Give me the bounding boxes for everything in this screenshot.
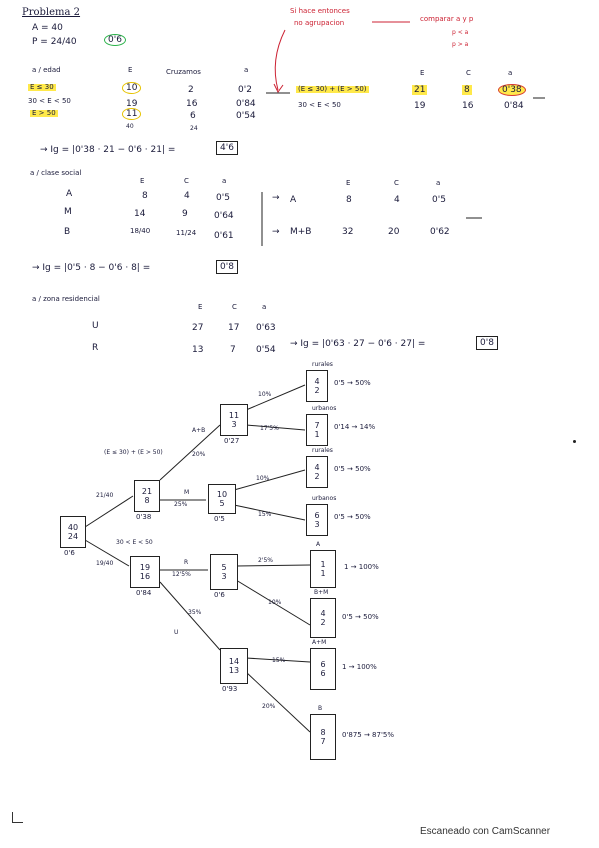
tree-n1b-node [208, 484, 236, 514]
edad-row2-e: 19 [126, 99, 138, 109]
zona-row2-e: 13 [192, 345, 204, 355]
tree-leaf-result: 0'14 → 14% [334, 423, 376, 431]
zona-heading: a / zona residencial [32, 295, 100, 303]
clase-ig-value: 0'8 [216, 260, 238, 274]
edad-row1-label: E ≤ 30 [30, 83, 54, 91]
zona-row1-label: U [92, 321, 99, 331]
tree-n2a-node [210, 554, 238, 590]
tree-leaf-result: 1 → 100% [344, 563, 379, 571]
clase-row3-frac-e: 18/40 [130, 227, 151, 235]
clase-heading: a / clase social [30, 169, 82, 177]
edad-grouped-e1: 21 [414, 85, 426, 95]
tree-leaf-pct: 17'5% [260, 425, 279, 432]
zona-row2-c: 7 [230, 345, 236, 355]
edad-col-c: Cruzamos [166, 68, 201, 76]
tree-n2b-top: 14 [228, 656, 240, 666]
tree-leaf-pct: 15% [258, 511, 272, 518]
clase-grouped-col-e: E [346, 179, 351, 187]
tree-n2-rate: 0'84 [136, 589, 152, 597]
edad-sum-c: 24 [190, 125, 198, 132]
edad-grouped-a1: 0'38 [498, 84, 526, 96]
tree-n2b-pct: 35% [188, 609, 202, 616]
clase-row3-frac-c: 11/24 [176, 229, 197, 237]
clase-grouped-row2-c: 20 [388, 227, 400, 237]
edad-grouped-c1: 8 [464, 85, 470, 95]
scan-corner-mark [12, 812, 23, 823]
tree-leaf-name: rurales [312, 361, 333, 368]
clase-row1-a: 0'5 [216, 193, 230, 203]
tree-root-rate: 0'6 [64, 549, 75, 557]
tree-n1b-rate: 0'5 [214, 515, 225, 523]
tree-leaf-bottom: 7 [320, 737, 326, 746]
clase-col-a: a [222, 177, 227, 185]
clase-row2-e: 14 [134, 209, 146, 219]
zona-ig-formula: → Ig = |0'63 · 27 − 0'6 · 27| = [290, 339, 426, 349]
zona-row2-label: R [92, 343, 99, 353]
tree-n2-node [130, 556, 160, 588]
edad-grouped-c2: 16 [462, 101, 474, 111]
tree-leaf-pct: 15% [272, 657, 286, 664]
clase-row1-e: 8 [142, 191, 148, 201]
clase-col-e: E [140, 177, 145, 185]
edad-col-a: a [244, 66, 249, 74]
tree-leaf-top: 4 [314, 462, 320, 472]
tree-n1-node [134, 480, 160, 512]
tree-n2b-edge: U [174, 629, 179, 636]
proportion-p: P = 24/40 [32, 37, 77, 47]
tree-leaf-pct: 10% [258, 391, 272, 398]
clase-row3-label: B [64, 227, 71, 237]
clase-arrow-a: → [272, 193, 280, 203]
tree-leaf-top: 1 [320, 559, 326, 569]
clase-grouped-row2-a: 0'62 [430, 227, 450, 237]
tree-leaf-top: 6 [320, 659, 326, 669]
tree-leaf-name: A [316, 541, 321, 548]
tree-leaf-bottom: 2 [320, 618, 326, 627]
clase-grouped-col-a: a [436, 179, 441, 187]
tree-n2-title: 30 < E < 50 [116, 539, 153, 546]
note-line2: no agrupacion [294, 19, 345, 27]
tree-leaf-result: 0'5 → 50% [334, 465, 371, 473]
tree-leaf-top: 4 [314, 376, 320, 386]
edad-row3-label: E > 50 [32, 109, 56, 117]
clase-row2-label: M [64, 207, 72, 217]
p-value: 0'6 [104, 34, 126, 46]
tree-leaf-result: 0'5 → 50% [342, 613, 379, 621]
tree-leaf-node [310, 714, 336, 760]
tree-leaf-pct: 10% [256, 475, 270, 482]
tree-n1a-bottom: 3 [231, 420, 237, 429]
tree-root-top: 40 [67, 522, 79, 532]
zona-row1-e: 27 [192, 323, 204, 333]
edad-ig-value: 4'6 [216, 141, 238, 155]
tree-n1-title: (E ≤ 30) + (E > 50) [104, 449, 163, 456]
zona-row1-c: 17 [228, 323, 240, 333]
zona-col-c: C [232, 303, 237, 311]
edad-row1-e: 10 [122, 82, 141, 94]
problem-title: Problema 2 [22, 7, 81, 18]
edad-sum-e: 40 [126, 123, 134, 130]
tree-leaf-name: B+M [314, 589, 329, 596]
edad-grouped-e2: 19 [414, 101, 426, 111]
edad-row3-a: 0'54 [236, 111, 256, 121]
edad-row1-c: 2 [188, 85, 194, 95]
edad-row1-a: 0'2 [238, 85, 252, 95]
tree-n2a-top: 5 [221, 562, 227, 572]
tree-n1b-pct: 25% [174, 501, 188, 508]
tree-leaf-name: urbanos [312, 405, 337, 412]
edad-ig-formula: → Ig = |0'38 · 21 − 0'6 · 21| = [40, 145, 176, 155]
tree-leaf-bottom: 1 [320, 569, 326, 578]
edad-row3-c: 6 [190, 111, 196, 121]
tree-leaf-bottom: 2 [314, 472, 320, 481]
tree-leaf-result: 0'5 → 50% [334, 513, 371, 521]
tree-leaf-bottom: 3 [314, 520, 320, 529]
edad-row3-e: 11 [122, 108, 141, 120]
tree-leaf-node [310, 598, 336, 638]
clase-grouped-row1-a: 0'5 [432, 195, 446, 205]
edad-col-e: E [128, 66, 133, 74]
clase-grouped-row2-e: 32 [342, 227, 354, 237]
tree-leaf-pct: 10% [268, 599, 282, 606]
tree-leaf-node [310, 550, 336, 588]
tree-leaf-node [306, 456, 328, 488]
zona-col-a: a [262, 303, 267, 311]
clase-grouped-row2-label: M+B [290, 227, 312, 237]
edad-grouped-row2-label: 30 < E < 50 [298, 101, 341, 109]
edad-grouped-col-a: a [508, 69, 513, 77]
tree-n1-top: 21 [141, 486, 153, 496]
tree-leaf-name: A+M [312, 639, 327, 646]
clase-grouped-col-c: C [394, 179, 399, 187]
tree-leaf-pct: 20% [262, 703, 276, 710]
tree-leaf-result: 1 → 100% [342, 663, 377, 671]
clase-row1-label: A [66, 189, 73, 199]
tree-n1b-edge: M [184, 489, 190, 496]
zona-row1-a: 0'63 [256, 323, 276, 333]
ink-dot [573, 440, 576, 443]
edad-row2-c: 16 [186, 99, 198, 109]
tree-leaf-name: rurales [312, 447, 333, 454]
tree-n1a-top: 11 [228, 410, 240, 420]
note-compare: comparar a y p [420, 15, 474, 23]
tree-leaf-result: 0'5 → 50% [334, 379, 371, 387]
tree-n2-bottom: 16 [139, 572, 151, 581]
tree-leaf-bottom: 1 [314, 430, 320, 439]
tree-leaf-name: urbanos [312, 495, 337, 502]
tree-leaf-pct: 2'5% [258, 557, 273, 564]
zona-ig-value: 0'8 [476, 336, 498, 350]
tree-n1b-bottom: 5 [219, 499, 225, 508]
note-sub2: p > a [452, 41, 469, 48]
tree-leaf-top: 8 [320, 727, 326, 737]
tree-leaf-top: 7 [314, 420, 320, 430]
edad-grouped-col-c: C [466, 69, 471, 77]
clase-grouped-row1-c: 4 [394, 195, 400, 205]
edad-heading: a / edad [32, 66, 61, 74]
tree-leaf-node [306, 504, 328, 536]
tree-root-node [60, 516, 86, 548]
tree-leaf-result: 0'875 → 87'5% [342, 731, 394, 739]
tree-n1a-edge: A+B [192, 427, 206, 434]
zona-col-e: E [198, 303, 203, 311]
clase-row2-a: 0'64 [214, 211, 234, 221]
clase-row1-c: 4 [184, 191, 190, 201]
edad-row2-a: 0'84 [236, 99, 256, 109]
tree-n1-rate: 0'38 [136, 513, 152, 521]
edad-row2-label: 30 < E < 50 [28, 97, 71, 105]
tree-leaf-top: 6 [314, 510, 320, 520]
tree-root-bottom: 24 [67, 532, 79, 541]
tree-leaf-name: B [318, 705, 323, 712]
scanner-footer: Escaneado con CamScanner [420, 826, 551, 837]
tree-leaf-node [306, 370, 328, 402]
tree-n2b-rate: 0'93 [222, 685, 238, 693]
tree-n2-top: 19 [139, 562, 151, 572]
tree-leaf-bottom: 6 [320, 669, 326, 678]
tree-n1a-pct: 20% [192, 451, 206, 458]
tree-n1a-rate: 0'27 [224, 437, 240, 445]
edad-grouped-col-e: E [420, 69, 425, 77]
zona-row2-a: 0'54 [256, 345, 276, 355]
note-sub1: p < a [452, 29, 469, 36]
tree-leaf-node [306, 414, 328, 446]
tree-n2a-pct: 12'5% [172, 571, 191, 578]
tree-leaf-node [310, 648, 336, 690]
clase-arrow-mb: → [272, 227, 280, 237]
edad-grouped-label: (E ≤ 30) + (E > 50) [298, 85, 367, 93]
tree-n2a-rate: 0'6 [214, 591, 225, 599]
tree-n1-bottom: 8 [144, 496, 150, 505]
tree-branch-left-bottom: 19/40 [96, 560, 114, 567]
clase-col-c: C [184, 177, 189, 185]
tree-n1b-top: 10 [216, 489, 228, 499]
tree-branch-left-top: 21/40 [96, 492, 114, 499]
tree-leaf-bottom: 2 [314, 386, 320, 395]
edad-grouped-a2: 0'84 [504, 101, 524, 111]
tree-n2b-bottom: 13 [228, 666, 240, 675]
clase-row2-c: 9 [182, 209, 188, 219]
tree-n2a-bottom: 3 [221, 572, 227, 581]
clase-grouped-row1-label: A [290, 195, 297, 205]
tree-n1a-node [220, 404, 248, 436]
tree-leaf-top: 4 [320, 608, 326, 618]
note-line1: Si hace entonces [290, 7, 350, 15]
tree-n2b-node [220, 648, 248, 684]
clase-grouped-row1-e: 8 [346, 195, 352, 205]
clase-ig-formula: → Ig = |0'5 · 8 − 0'6 · 8| = [32, 263, 151, 273]
total-a: A = 40 [32, 23, 63, 33]
tree-n2a-edge: R [184, 559, 189, 566]
clase-row3-a: 0'61 [214, 231, 234, 241]
